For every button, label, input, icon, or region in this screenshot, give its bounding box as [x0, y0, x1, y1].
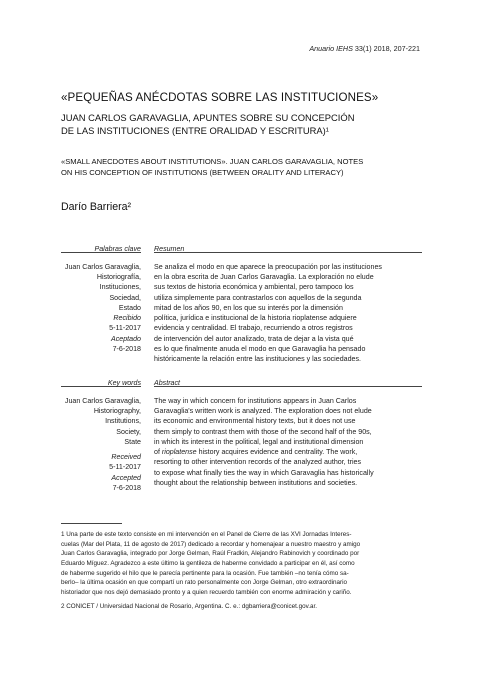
abstract-line: en la obra escrita de Juan Carlos Garavaglia. La exploración no elude	[154, 272, 374, 281]
keywords-column-spanish	[61, 244, 141, 354]
subtitle-line: JUAN CARLOS GARAVAGLIA, APUNTES SOBRE SU CONCEPCIÓN	[61, 112, 355, 123]
journal-name: Anuario IEHS	[309, 44, 353, 53]
keyword: Historiografía,	[96, 272, 141, 281]
abstract-line: them simply to contrast them with those of the second half of the 90s,	[154, 427, 372, 436]
title-english-line: ON HIS CONCEPTION OF INSTITUTIONS (BETWEEN ORALITY AND LITERACY)	[61, 168, 344, 178]
abstract-block-english	[61, 378, 421, 503]
keyword: Juan Carlos Garavaglia,	[64, 396, 141, 405]
abstract-heading: Abstract	[154, 379, 181, 387]
abstract-line: Se analiza el modo en que aparece la preocupación por las instituciones	[154, 262, 382, 271]
footnote-2: 2 CONICET / Universidad Nacional de Rosario, Argentina. C. e.: dgbarriera@conicet.gov.ar.	[61, 602, 318, 610]
accepted-date: 7-6-2018	[112, 484, 141, 493]
accepted-date: 7-6-2018	[112, 345, 141, 354]
abstract-line: in which its interest in the political, legal and institutional dimension	[154, 437, 364, 446]
abstract-column-spanish	[154, 244, 422, 365]
footnote-line: 1 Una parte de este texto consiste en mi intervención en el Panel de Cierre de las XVI Jornadas Interes-	[61, 531, 352, 538]
abstract-line: sus textos de historia económica y ambiental, pero tampoco los	[154, 283, 354, 292]
received-date: 5-11-2017	[109, 463, 141, 472]
received-label: Received	[111, 453, 141, 462]
abstract-line: es lo que finalmente anuda el modo en que Garavaglia ha pensado	[154, 345, 366, 354]
abstract-line: históricamente la relación entre las instituciones y las sociedades.	[154, 355, 362, 364]
received-label: Recibido	[113, 314, 141, 323]
keyword: Institutions,	[105, 417, 141, 426]
author-name: Darío Barriera²	[61, 201, 132, 213]
keyword: Estado	[118, 303, 141, 312]
keyword: Society,	[116, 427, 141, 436]
accepted-label: Aceptado	[111, 334, 141, 343]
keywords-heading: Key words	[107, 379, 141, 387]
footnote-line: de haberme sugerido el hilo que le parecía pertinente para la ocasión. Fue también –no tenía cómo sa-	[61, 569, 349, 577]
abstract-line: mitad de los años 90, en los que su interés por la dimensión	[154, 303, 343, 312]
abstract-heading: Resumen	[154, 245, 185, 253]
subtitle-line: DE LAS INSTITUCIONES (ENTRE ORALIDAD Y ESCRITURA)¹	[61, 125, 329, 136]
journal-header	[309, 44, 420, 53]
abstract-line: resorting to other intervention records of the analyzed author, tries	[154, 458, 362, 467]
footnote-line: Eduardo Míguez. Agradezco a este último la gentileza de haberme convidado a participar en él, así como	[61, 560, 355, 568]
abstract-line: its economic and environmental history texts, but it does not use	[154, 417, 356, 426]
abstract-line: política, jurídica e institucional de la historia rioplatense adquiere	[154, 314, 357, 323]
footnotes	[61, 530, 421, 612]
keyword: Historiography,	[93, 406, 141, 415]
keyword: Juan Carlos Garavaglia,	[64, 262, 141, 271]
footnote-line: historiador que nos dejó demasiado pronto y a quien recuerdo también con enorme admiración y cariño.	[61, 589, 352, 597]
abstract-line: utiliza simplemente para contrastarlos con aquellos de la segunda	[154, 293, 362, 302]
abstract-column-english	[154, 378, 422, 488]
keyword: Instituciones,	[99, 283, 141, 292]
footnote-rule	[61, 523, 122, 524]
article-title-spanish: «PEQUEÑAS ANÉCDOTAS SOBRE LAS INSTITUCIONES»	[61, 91, 379, 104]
footnote-line: Juan Carlos Garavaglia, integrado por Jorge Gelman, Raúl Fradkin, Alejandro Rabinovich y coordinado por	[61, 550, 360, 558]
footnote-line: berlo– la última ocasión en que compartí un rato personalmente con Jorge Gelman, otro extraordinario	[61, 579, 347, 587]
footnote-line: cuelas (Mar del Plata, 11 de agosto de 2017) dedicado a recordar y homenajear a nuestro maestro y amigo	[61, 540, 361, 548]
abstract-line: of rioplatense history acquires evidence and centrality. The work,	[154, 448, 358, 457]
footnote-1	[61, 530, 421, 598]
abstract-line: to expose what finally ties the way in which Garavaglia has historically	[154, 468, 374, 477]
abstract-block-spanish	[61, 244, 421, 374]
abstract-line: evidencia y centralidad. El trabajo, recurriendo a otros registros	[154, 324, 353, 333]
received-date: 5-11-2017	[109, 324, 141, 333]
keywords-column-english	[61, 378, 141, 493]
title-english-line: «SMALL ANECDOTES ABOUT INSTITUTIONS». JUAN CARLOS GARAVAGLIA, NOTES	[61, 157, 364, 166]
article-subtitle-spanish	[61, 111, 421, 137]
abstract-line: de intervención del autor analizado, trata de dejar a la vista qué	[154, 334, 354, 343]
article-title-english	[61, 156, 421, 179]
keywords-heading: Palabras clave	[94, 245, 141, 253]
journal-volume-pages: 33(1) 2018, 207-221	[354, 44, 420, 53]
keyword: Sociedad,	[109, 293, 141, 302]
abstract-line: Garavaglia's written work is analyzed. The exploration does not elude	[154, 406, 372, 415]
abstract-line: The way in which concern for institutions appears in Juan Carlos	[154, 396, 357, 405]
accepted-label: Accepted	[111, 473, 141, 482]
keyword: State	[124, 437, 141, 446]
abstract-line: thought about the relationship between institutions and societies.	[154, 479, 358, 488]
